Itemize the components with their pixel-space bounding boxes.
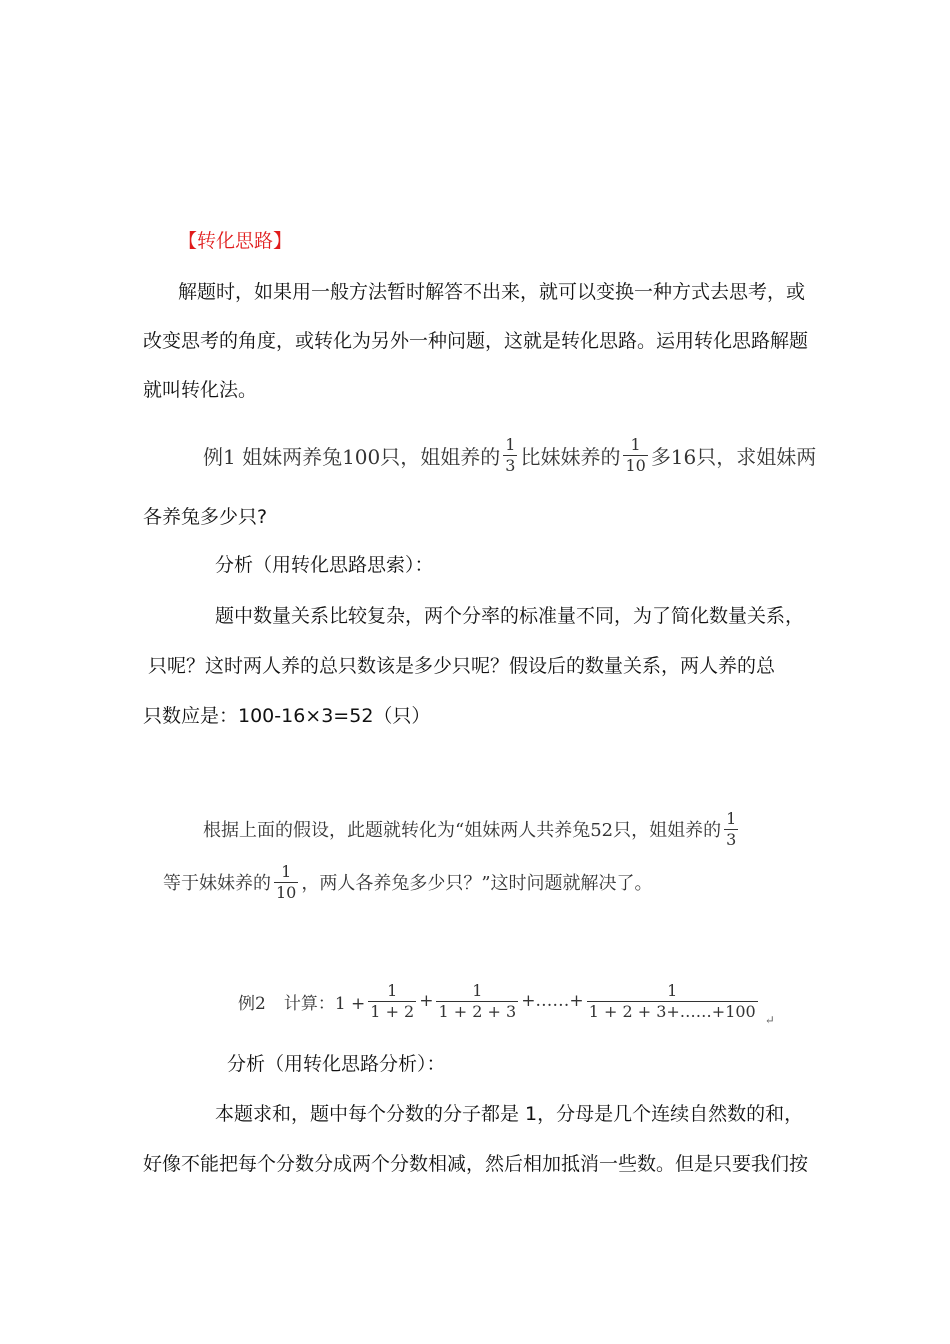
- example1-fraction-1: [503, 434, 517, 475]
- conversion-part3: ，两人各养兔多少只？”这时问题就解决了。: [301, 873, 653, 894]
- para1-line3: 就叫转化法。: [143, 379, 258, 401]
- fraction-numerator: 1: [630, 434, 641, 454]
- fraction-numerator: 1: [387, 980, 398, 1000]
- example2-fraction-2: [436, 980, 518, 1021]
- fraction-denominator: 1 + 2 + 3: [438, 1001, 517, 1021]
- analysis1-line1: 题中数量关系比较复杂，两个分率的标准量不同，为了简化数量关系，: [215, 605, 805, 627]
- fraction-denominator: 10: [276, 882, 297, 902]
- analysis2-line1: 本题求和，题中每个分数的分子都是 1，分母是几个连续自然数的和，: [215, 1103, 804, 1125]
- example2-label: 例2: [238, 993, 266, 1014]
- return-mark-icon: ↵: [764, 1013, 775, 1027]
- fraction-numerator: 1: [281, 861, 292, 881]
- fraction-denominator: 3: [505, 455, 516, 475]
- example1-part1: 例1 姐妹两养兔100只，姐姐养的: [203, 444, 501, 469]
- conversion-fraction-2: [274, 861, 298, 902]
- analysis1-line2: 只呢？这时两人养的总只数该是多少只呢？假设后的数量关系，两人养的总: [148, 655, 776, 677]
- conversion-fraction-1: [724, 808, 738, 849]
- example1-part3: 多16只，求姐妹两: [650, 444, 817, 469]
- fraction-numerator: 1: [472, 980, 483, 1000]
- example1-continuation: 各养兔多少只?: [143, 506, 268, 528]
- example2-mid: +……+: [521, 991, 584, 1011]
- fraction-denominator: 1 + 2 + 3+……+100: [588, 1001, 756, 1021]
- example2-fraction-3: [587, 980, 758, 1021]
- fraction-numerator: 1: [667, 980, 678, 1000]
- analysis2-title: 分析（用转化思路分析）：: [227, 1053, 446, 1075]
- fraction-numerator: 1: [505, 434, 516, 454]
- fraction-numerator: 1: [726, 808, 737, 828]
- para1-line1: 解题时，如果用一般方法暂时解答不出来，就可以变换一种方式去思考，或: [178, 281, 806, 303]
- heading: 【转化思路】: [178, 230, 293, 252]
- fraction-denominator: 10: [625, 455, 646, 475]
- conversion-line1: [203, 805, 741, 853]
- example1-line: [203, 430, 816, 480]
- fraction-denominator: 1 + 2: [370, 1001, 415, 1021]
- fraction-denominator: 3: [726, 829, 737, 849]
- analysis1-title: 分析（用转化思路思索）：: [215, 554, 434, 576]
- analysis1-line3: 只数应是：100-16×3=52（只）: [143, 705, 431, 727]
- example1-part2: 比妹妹养的: [520, 444, 621, 469]
- plus-sign: +: [419, 991, 434, 1011]
- conversion-line2: [163, 858, 653, 906]
- example2-fraction-1: [368, 980, 416, 1021]
- conversion-part2: 等于妹妹养的: [163, 873, 271, 894]
- example1-fraction-2: [623, 434, 647, 475]
- example2-calc: 计算：1 +: [283, 993, 366, 1014]
- para1-line2: 改变思考的角度，或转化为另外一种问题，这就是转化思路。运用转化思路解题: [143, 330, 809, 352]
- example2-formula: [238, 975, 775, 1027]
- analysis2-line2: 好像不能把每个分数分成两个分数相减，然后相加抵消一些数。但是只要我们按: [143, 1153, 809, 1175]
- conversion-part1: 根据上面的假设，此题就转化为“姐妹两人共养兔52只，姐姐养的: [203, 820, 722, 841]
